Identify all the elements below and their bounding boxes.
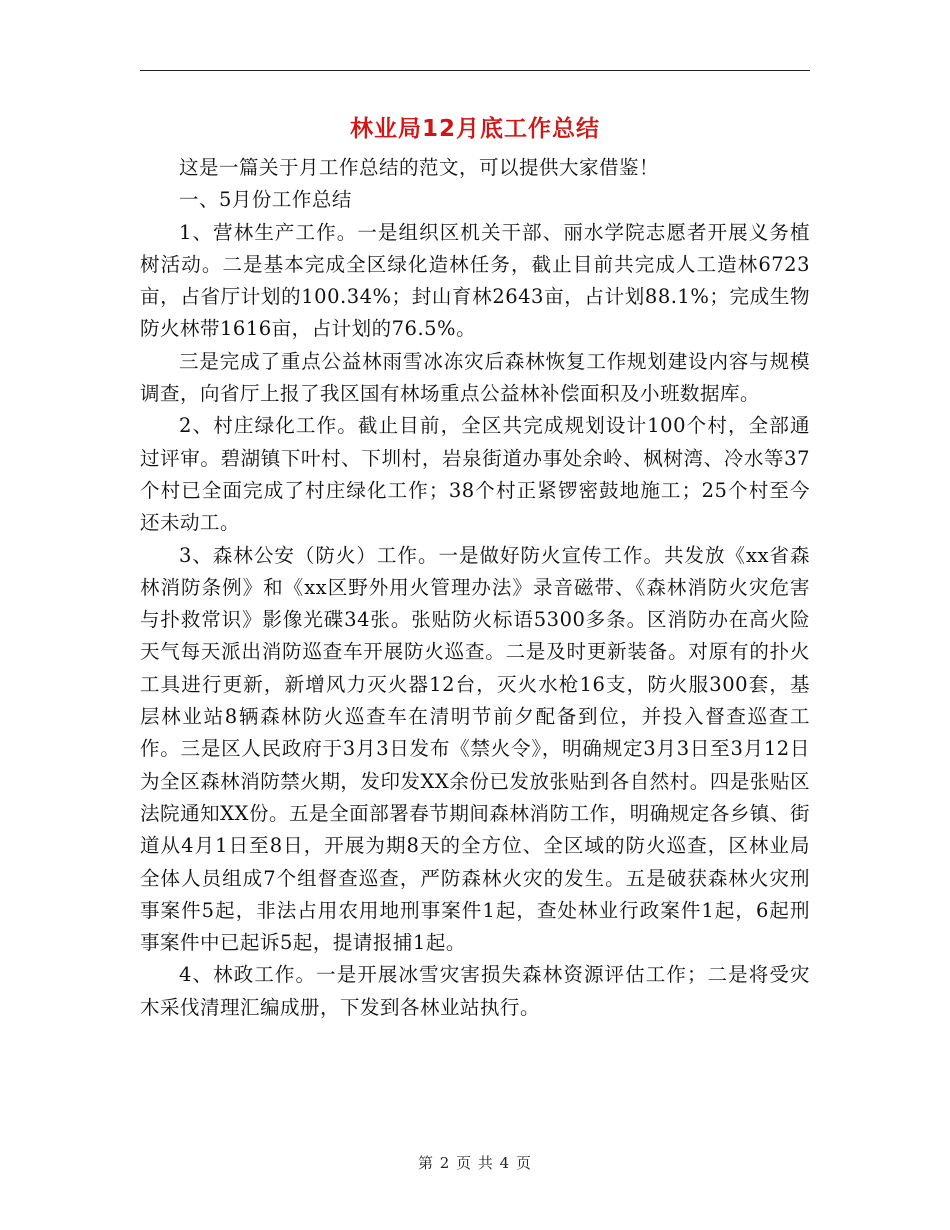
intro-paragraph: 这是一篇关于月工作总结的范文，可以提供大家借鉴！ [179,156,660,179]
paragraph-village-greening: 2、村庄绿化工作。截止目前，全区共完成规划设计100个村，全部通过评审。碧湖镇下叶村、下圳村，岩泉街道办事处余岭、枫树湾、冷水等37个村已全面完成了村庄绿化工作；38个村正紧锣密鼓地施工；25个村至今还未动工。 [140,414,810,535]
section-heading: 一、5月份工作总结 [179,188,352,212]
paragraph-forest-administration: 4、林政工作。一是开展冰雪灾害损失森林资源评估工作；二是将受灾木采伐清理汇编成册，下发到各林业站执行。 [140,963,810,1019]
paragraph-public-forest-survey: 三是完成了重点公益林雨雪冰冻灾后森林恢复工作规划建设内容与规模调查，向省厅上报了我区国有林场重点公益林补偿面积及小班数据库。 [140,349,810,406]
paragraph-fire-prevention: 3、森林公安（防火）工作。一是做好防火宣传工作。共发放《xx省森林消防条例》和《xx区野外用火管理办法》录音磁带、《森林消防火灾危害与扑救常识》影像光碟34张。张贴防火标语5300多条。区消防办在高火险天气每天派出消防巡查车开展防火巡查。二是及时更新装备。对原有的扑火工具进行更新，新增风力灭火器12台，灭火水枪16支，防火服300套，基层林业站8辆森林防火巡查车在清明节前夕配备到位，并投入督查巡查工作。三是区人民政府于3月3日发布《禁火令》，明确规定3月3日至3月12日为全区森林消防禁火期，发印发XX余份已发放张贴到各自然村。四是张贴区法院通知XX份。五是全面部署春节期间森林消防工作，明确规定各乡镇、街道从4月1日至8日，开展为期8天的全方位、全区域的防火巡查，区林业局全体人员组成7个组督查巡查，严防森林火灾的发生。五是破获森林火灾刑事案件5起，非法占用农用地刑事案件1起，查处林业行政案件1起，6起刑事案件中已起诉5起，提请报捕1起。 [140,543,810,955]
document-title: 林业局12月底工作总结 [349,116,600,142]
header-rule [140,70,810,71]
paragraph-forestry-production: 1、营林生产工作。一是组织区机关干部、丽水学院志愿者开展义务植树活动。二是基本完成全区绿化造林任务，截止目前共完成人工造林6723亩，占省厅计划的100.34%；封山育林2643亩，占计划88.1%；完成生物防火林带1616亩，占计划的76.5%。 [140,220,810,341]
page-footer: 第 2 页 共 4 页 [418,1154,532,1172]
document-body [140,152,810,1024]
